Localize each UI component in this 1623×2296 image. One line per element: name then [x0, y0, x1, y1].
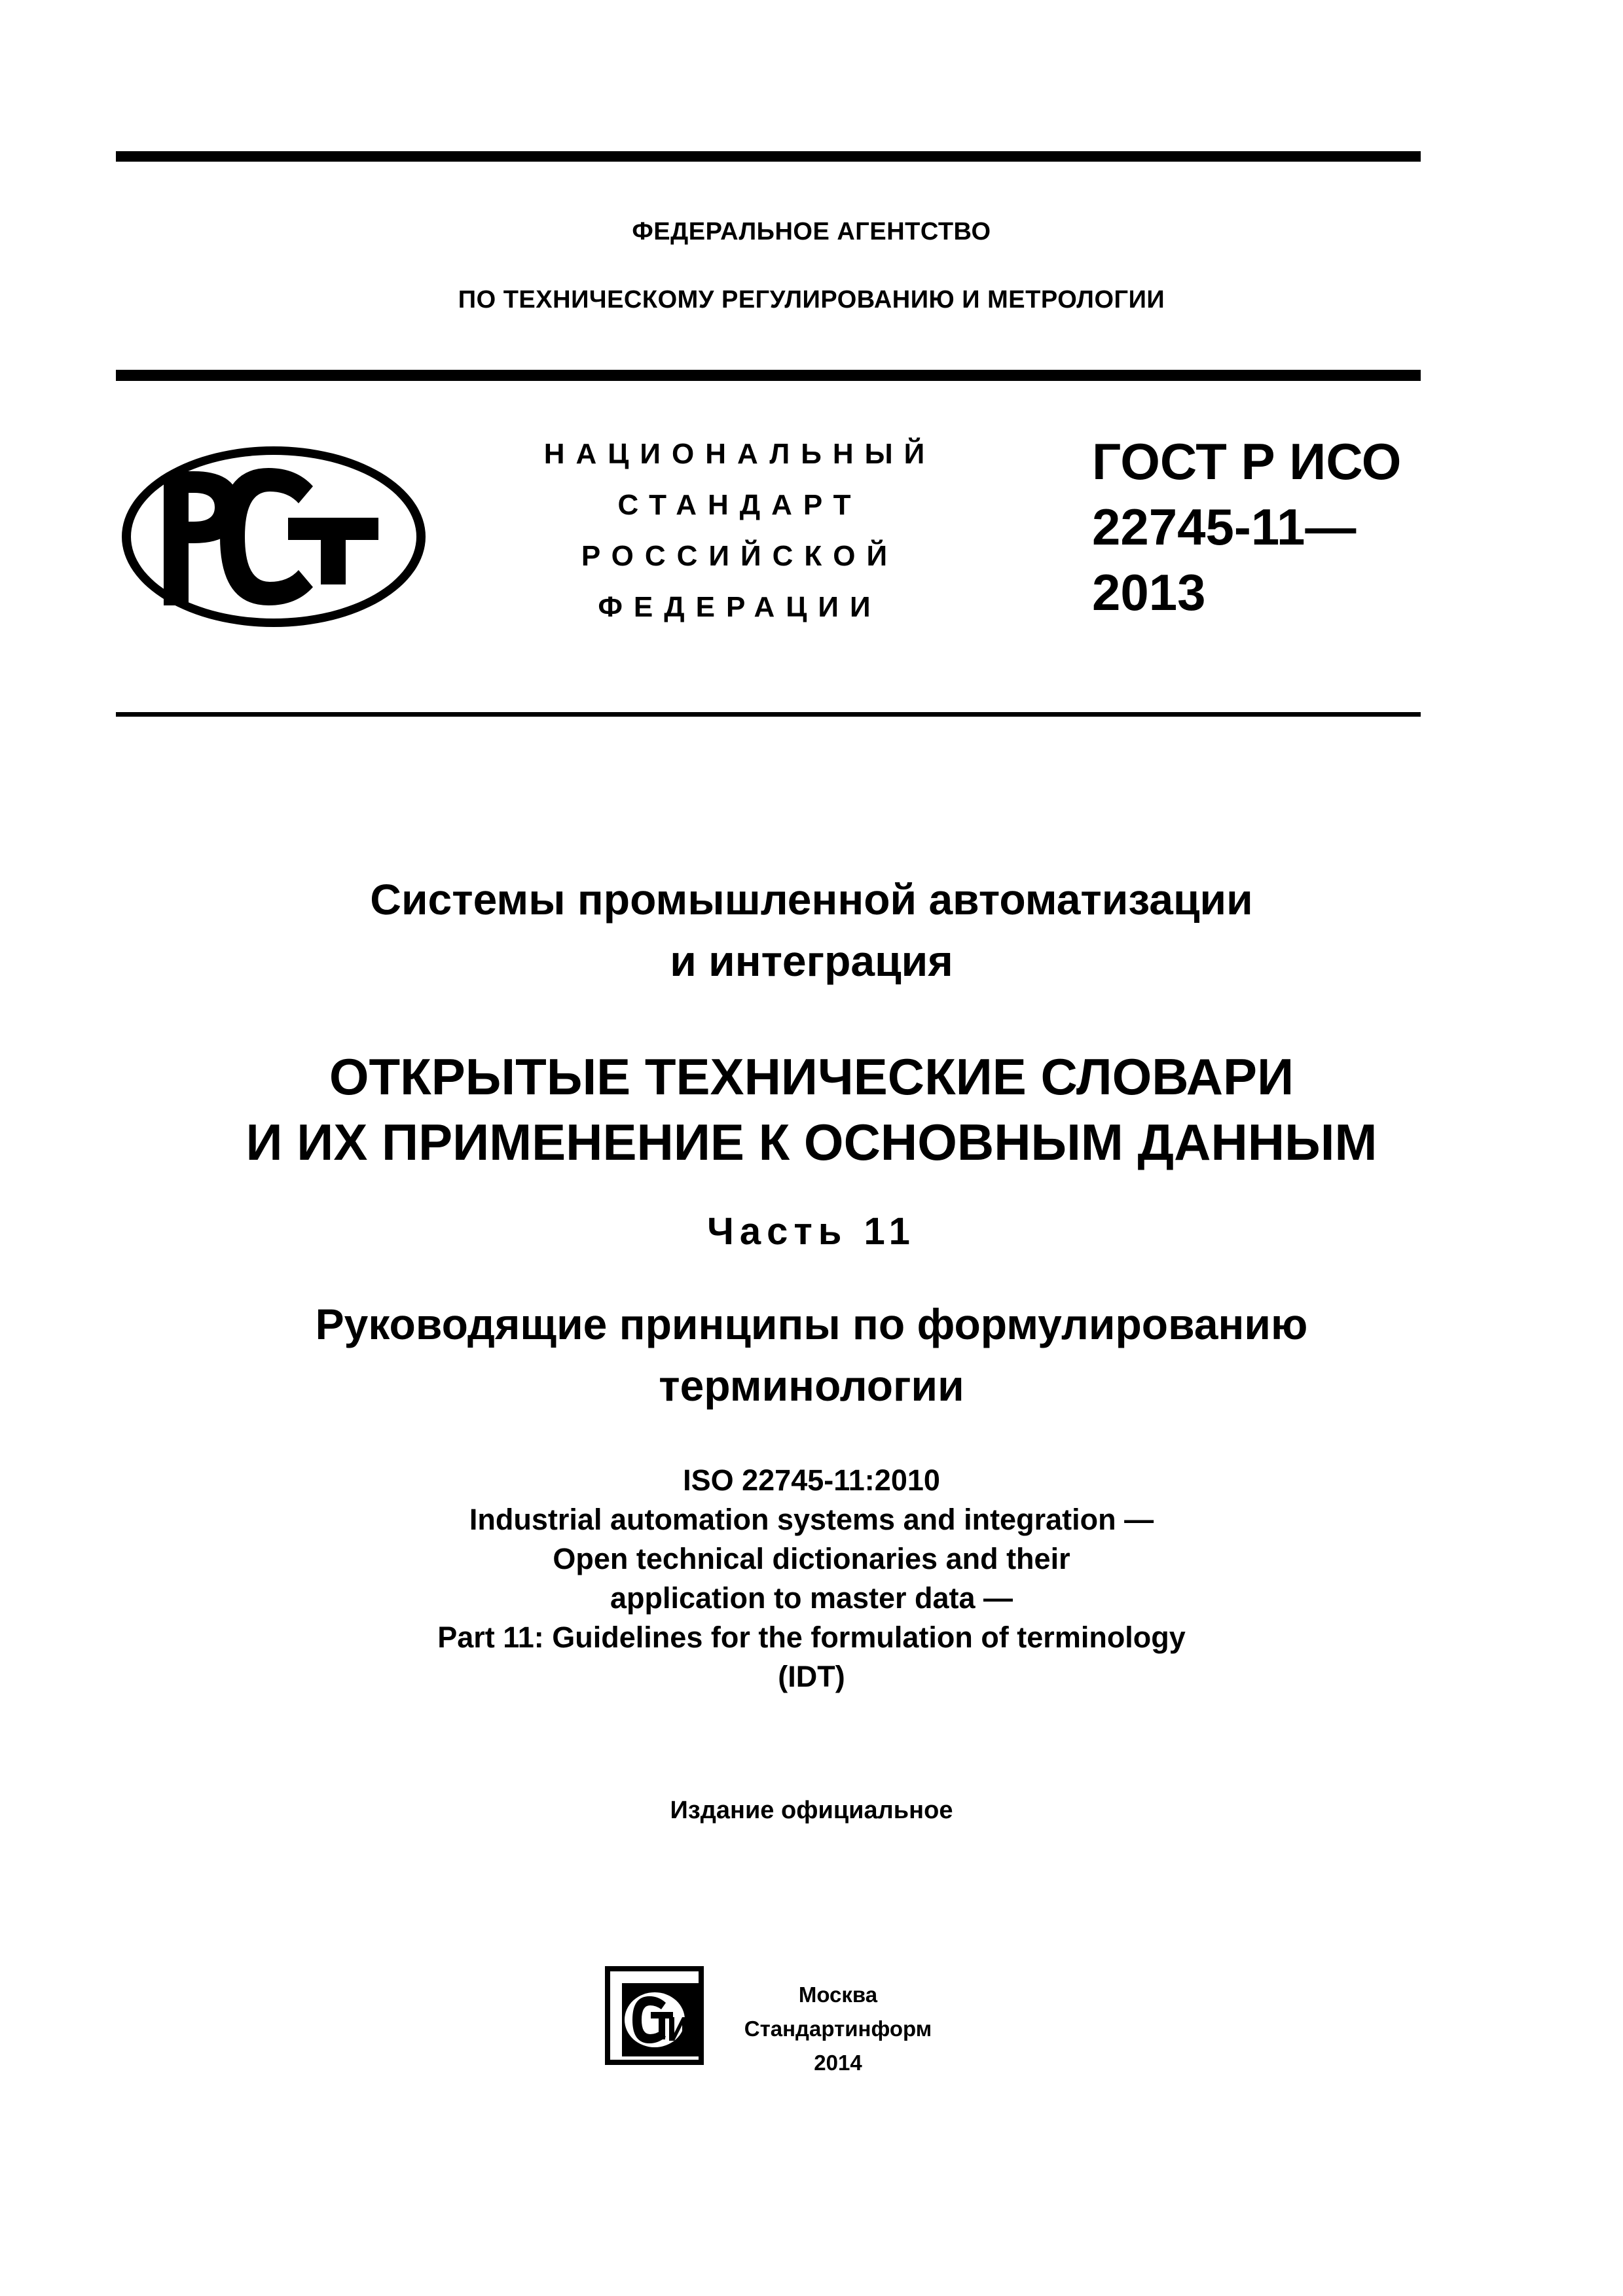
agency-line-2: ПО ТЕХНИЧЕСКОМУ РЕГУЛИРОВАНИЮ И МЕТРОЛОГИИ [458, 286, 1165, 314]
iso-line: ISO 22745-11:2010 [683, 1463, 940, 1497]
publisher-imprint [720, 1978, 956, 2080]
iso-line: Part 11: Guidelines for the formulation of terminology [437, 1621, 1186, 1654]
standard-type-line: ФЕДЕРАЦИИ [598, 591, 882, 623]
iso-line: Open technical dictionaries and their [553, 1542, 1070, 1575]
standard-type [504, 429, 976, 633]
standartinform-logo-icon [604, 1965, 705, 2066]
iso-line: application to master data — [610, 1581, 1013, 1615]
designation-line: 2013 [1092, 564, 1206, 621]
title-main [0, 1044, 1623, 1175]
iso-line: (IDT) [778, 1660, 845, 1693]
title-main-line-2: И ИХ ПРИМЕНЕНИЕ К ОСНОВНЫМ ДАННЫМ [246, 1113, 1377, 1171]
title-general-line-1: Системы промышленной автоматизации [370, 875, 1253, 924]
title-part [0, 1293, 1623, 1416]
title-main-line-1: ОТКРЫТЫЕ ТЕХНИЧЕСКИЕ СЛОВАРИ [329, 1048, 1294, 1105]
title-part-line-1: Руководящие принципы по формулированию [315, 1300, 1308, 1348]
header-rule [116, 370, 1421, 381]
standard-type-line: НАЦИОНАЛЬНЫЙ [543, 438, 936, 470]
part-number: Часть 11 [707, 1210, 916, 1253]
standard-designation [1092, 429, 1401, 625]
title-general-line-2: и интеграция [670, 937, 953, 985]
publisher-year: 2014 [814, 2051, 862, 2075]
title-general [0, 869, 1623, 992]
rst-logo-icon [117, 442, 431, 632]
publisher-city: Москва [798, 1982, 878, 2007]
top-rule [116, 151, 1421, 162]
publisher-name: Стандартинформ [744, 2017, 932, 2041]
standard-type-line: СТАНДАРТ [617, 489, 862, 521]
standard-type-line: РОССИЙСКОЙ [581, 540, 899, 572]
edition-note: Издание официальное [670, 1797, 953, 1824]
title-part-line-2: терминологии [659, 1361, 964, 1410]
agency-line-1: ФЕДЕРАЛЬНОЕ АГЕНТСТВО [632, 218, 991, 245]
designation-rule [116, 712, 1421, 717]
designation-line: 22745-11— [1092, 498, 1357, 556]
iso-reference [0, 1461, 1623, 1696]
designation-line: ГОСТ Р ИСО [1092, 433, 1402, 490]
iso-line: Industrial automation systems and integration — [469, 1503, 1154, 1536]
